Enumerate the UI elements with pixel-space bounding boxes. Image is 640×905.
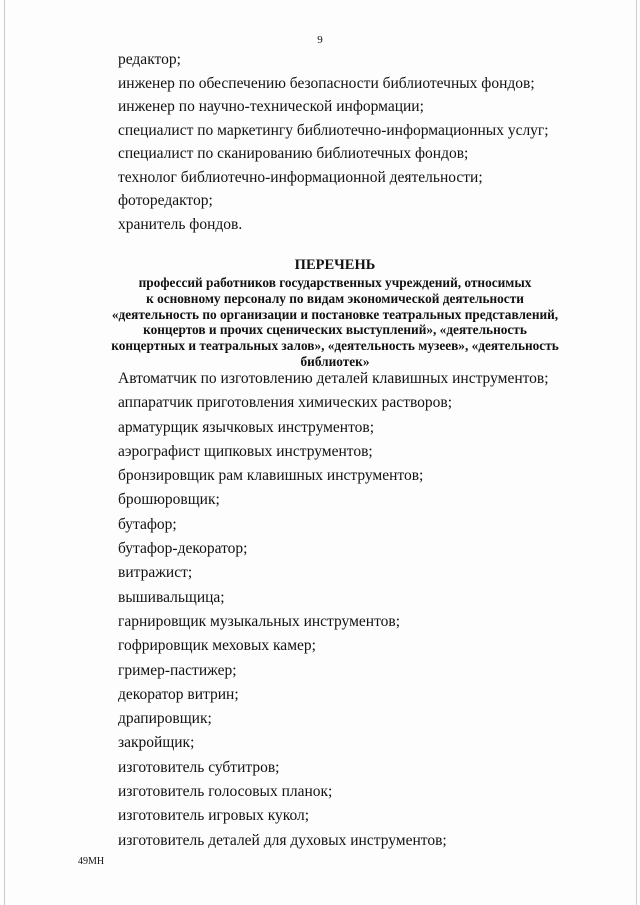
heading-description — [70, 275, 600, 370]
list-item: бутафор-декоратор; — [118, 540, 248, 558]
list-item: бутафор; — [118, 515, 177, 533]
list-item: специалист по маркетингу библиотечно-информационных услуг; — [118, 121, 549, 139]
list-item: аппаратчик приготовления химических растворов; — [118, 394, 453, 412]
list-item: брошюровщик; — [118, 491, 220, 509]
document-code: 49МН — [78, 856, 105, 867]
heading-line: к основному персоналу по видам экономической деятельности — [146, 290, 524, 306]
list-item: вышивальщица; — [118, 588, 225, 606]
heading-line: профессий работников государственных учреждений, относимых — [138, 275, 532, 290]
list-item: гарнировщик музыкальных инструментов; — [118, 612, 401, 630]
heading-title: ПЕРЕЧЕНЬ — [294, 257, 376, 273]
list-item: арматурщик язычковых инструментов; — [118, 418, 375, 436]
heading-line: библиотек» — [300, 353, 370, 369]
profession-list — [118, 367, 549, 853]
list-item: технолог библиотечно-информационной деятельности; — [118, 168, 483, 186]
list-item: изготовитель голосовых планок; — [118, 783, 333, 801]
list-item: инженер по обеспечению безопасности библиотечных фондов; — [118, 74, 535, 92]
list-item: хранитель фондов. — [118, 215, 243, 233]
list-item: фоторедактор; — [118, 192, 213, 209]
page-number: 9 — [317, 34, 323, 46]
list-item: гофрировщик меховых камер; — [118, 637, 316, 655]
list-item: изготовитель игровых кукол; — [118, 807, 310, 825]
list-item: драпировщик; — [118, 710, 212, 728]
list-item: аэрографист щипковых инструментов; — [118, 442, 373, 460]
list-item: редактор; — [118, 51, 181, 68]
list-item: гример-пастижер; — [118, 661, 237, 679]
list-item: специалист по сканированию библиотечных фондов; — [118, 145, 469, 162]
list-item: закройщик; — [118, 734, 195, 752]
list-item: изготовитель деталей для духовых инструментов; — [118, 831, 447, 849]
heading-line: концертов и прочих сценических выступлений», «деятельность — [143, 322, 527, 338]
list-item: витражист; — [118, 564, 193, 582]
page-left-edge — [4, 0, 5, 905]
page-right-edge — [636, 0, 637, 905]
list-item: бронзировщик рам клавишных инструментов; — [118, 467, 424, 485]
list-item: Автоматчик по изготовлению деталей клавишных инструментов; — [118, 370, 549, 387]
heading-line: «деятельность по организации и постановке театральных представлений, — [111, 306, 559, 322]
list-item: декоратор витрин; — [118, 685, 239, 703]
list-item: изготовитель субтитров; — [118, 758, 280, 776]
section-heading — [70, 256, 600, 370]
heading-line: концертных и театральных залов», «деятельность музеев», «деятельность — [111, 338, 559, 354]
profession-list-continued — [118, 48, 549, 236]
list-item: инженер по научно-технической информации; — [118, 98, 424, 115]
